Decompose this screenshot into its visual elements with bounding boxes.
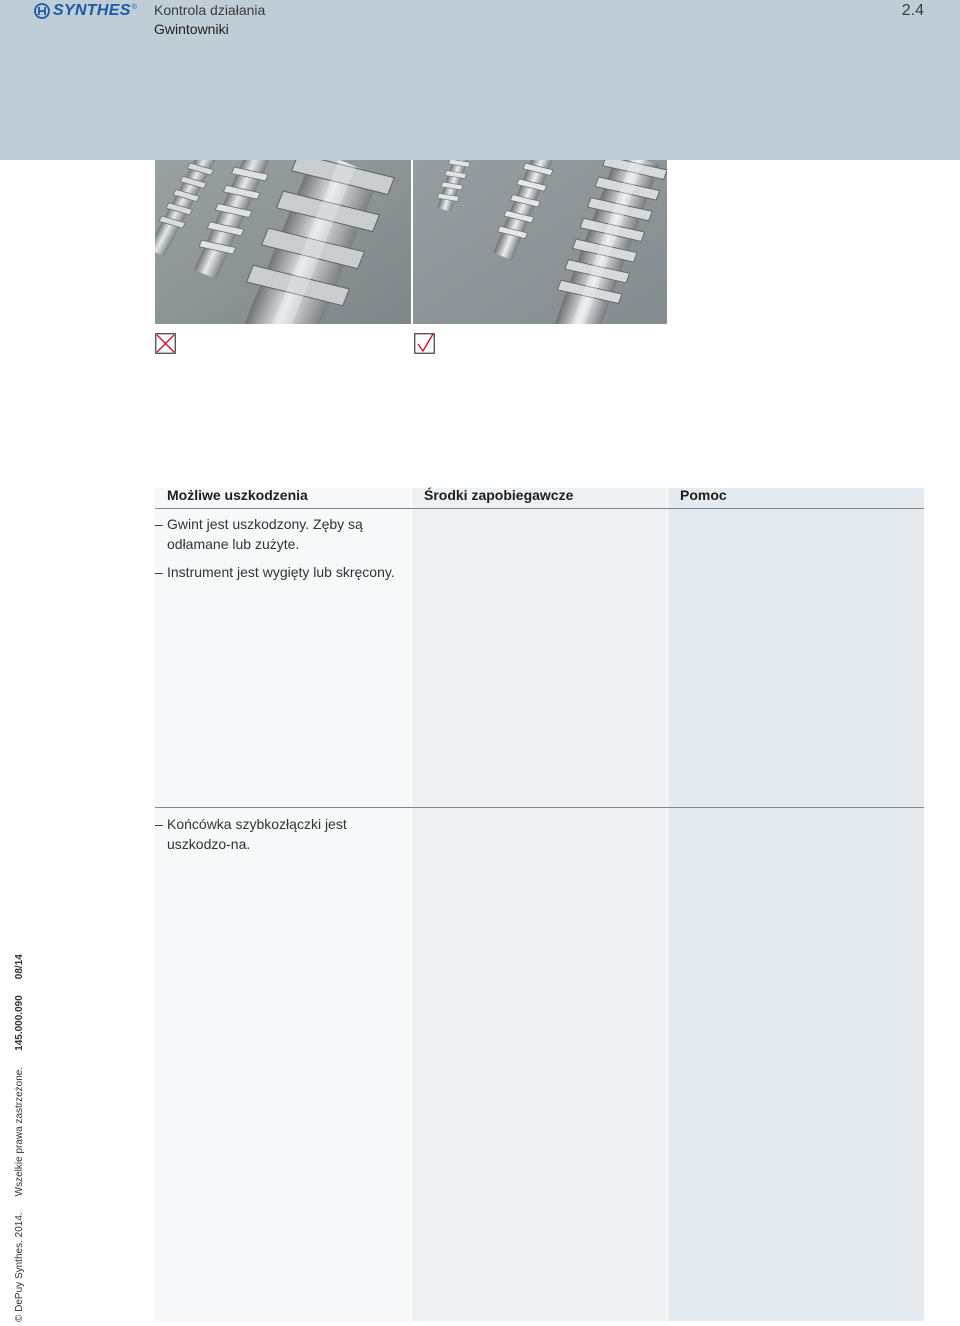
synthes-emblem-icon xyxy=(34,3,50,19)
photo-intact-taps xyxy=(413,160,667,324)
damage-text: Końcówka szybkozłączki jest uszkodzo-na. xyxy=(167,816,347,852)
damage-item-bent xyxy=(155,562,405,582)
dash-bullet: – xyxy=(155,816,163,832)
column-prevention xyxy=(412,488,667,1321)
page-footer xyxy=(14,954,25,1322)
damage-item-thread xyxy=(155,514,405,554)
page-number: 2.4 xyxy=(901,2,924,19)
header-damages: Możliwe uszkodzenia xyxy=(167,487,308,503)
copyright-text: © DePuy Synthes. 2014. xyxy=(14,1212,25,1322)
dash-bullet: – xyxy=(155,516,163,532)
check-mark-icon xyxy=(414,333,435,354)
damage-text: Instrument jest wygięty lub skręcony. xyxy=(167,564,395,580)
rights-text: Wszelkie prawa zastrzeżone. xyxy=(14,1066,25,1197)
document-date: 08/14 xyxy=(14,954,25,980)
photo-damaged-taps xyxy=(155,160,411,324)
dash-bullet: – xyxy=(155,564,163,580)
registered-mark: ® xyxy=(131,4,137,11)
header-prevention: Środki zapobiegawcze xyxy=(424,487,574,503)
section-label: Kontrola działania xyxy=(154,2,266,18)
page-header xyxy=(0,0,960,160)
column-damages xyxy=(155,488,411,1321)
damage-item-coupling xyxy=(155,814,405,854)
table-header-divider xyxy=(155,508,924,509)
brand-name: SYNTHES xyxy=(53,2,131,19)
table-row-divider xyxy=(155,807,924,808)
page-title: Gwintowniki xyxy=(154,21,229,37)
column-help xyxy=(668,488,924,1321)
document-code: 145.000.090 xyxy=(14,995,25,1051)
header-help: Pomoc xyxy=(680,487,727,503)
damage-text: Gwint jest uszkodzony. Zęby są odłamane lub zużyte. xyxy=(167,516,363,552)
synthes-logo xyxy=(34,2,137,20)
cross-mark-icon xyxy=(155,333,176,354)
